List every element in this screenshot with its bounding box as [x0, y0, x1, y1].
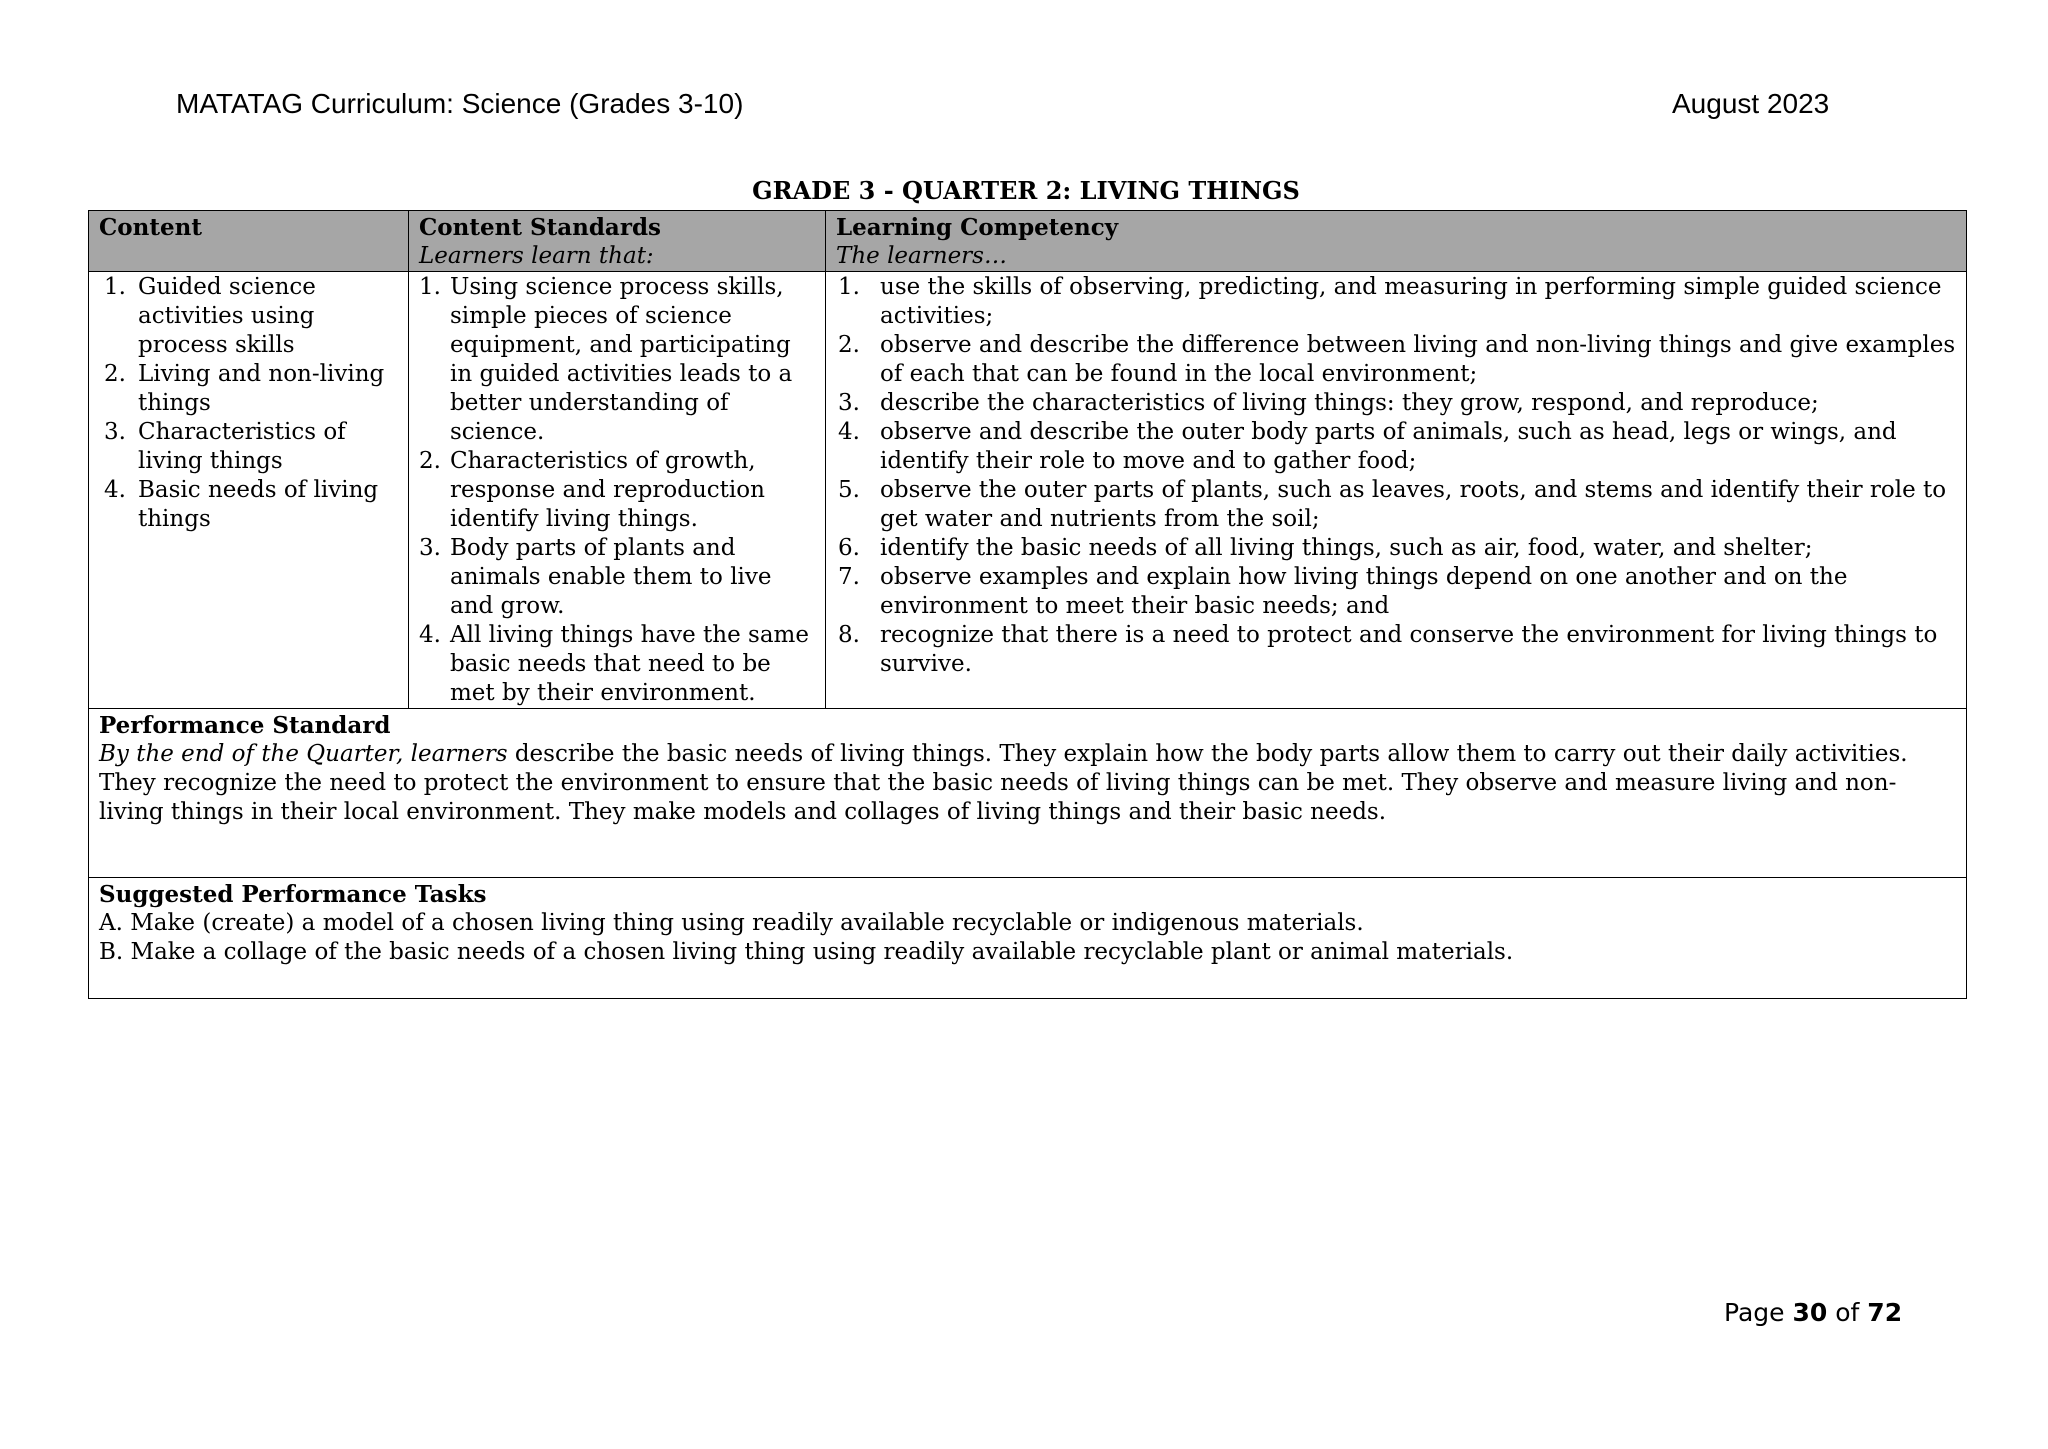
header-content-standards: [409, 211, 826, 272]
table-body-row: [89, 272, 1967, 709]
curriculum-table: [88, 210, 1967, 999]
list-item: 5. observe the outer parts of plants, such as leaves, roots, and stems and identify their role to get water and nutrients from the soil;: [838, 477, 1947, 532]
performance-standard-text: By the end of the Quarter, learners describe the basic needs of living things. They explain how the body parts allow them to carry out their daily activities. They recognize the need to protect the environment to ensure that the basic needs of living things can be met. They observe and measure living and non-living things in their local environment. They make models and collages of living things and their basic needs.: [99, 741, 1908, 825]
learning-competency-list: [836, 273, 1956, 679]
performance-standard-row: [89, 709, 1967, 878]
list-item: 3. Characteristics of living things: [104, 419, 346, 474]
header-content-standards-title: Content Standards: [419, 214, 661, 241]
performance-tasks-row: [89, 878, 1967, 999]
list-item: 1. Guided science activities using process skills: [104, 274, 316, 358]
document-header-title: MATATAG Curriculum: Science (Grades 3-10): [176, 88, 744, 119]
content-cell: [89, 272, 409, 709]
header-learning-competency-title: Learning Competency: [836, 214, 1119, 241]
list-item: 2. Characteristics of growth, response and reproduction identify living things.: [419, 448, 765, 532]
header-learning-competency: [826, 211, 1967, 272]
list-item: 4. All living things have the same basic needs that need to be met by their environment.: [419, 622, 809, 706]
page-number: Page 30 of 72: [1724, 1298, 1903, 1327]
list-item: 2. Living and non-living things: [104, 361, 385, 416]
performance-tasks-cell: [89, 878, 1967, 999]
header-content-title: Content: [99, 214, 202, 241]
content-standards-cell: [409, 272, 826, 709]
list-item: 1. Using science process skills, simple pieces of science equipment, and participating in guided activities leads to a better understanding of science.: [419, 274, 793, 445]
header-content: [89, 211, 409, 272]
list-item: 3. describe the characteristics of living things: they grow, respond, and reproduce;: [838, 390, 1819, 416]
list-item: 1. use the skills of observing, predicting, and measuring in performing simple guided science activities;: [838, 274, 1942, 329]
header-content-standards-sub: Learners learn that:: [419, 243, 654, 269]
list-item: 4. observe and describe the outer body parts of animals, such as head, legs or wings, and identify their role to move and to gather food;: [838, 419, 1897, 474]
performance-task-item: B. Make a collage of the basic needs of a chosen living thing using readily available recyclable plant or animal materials.: [99, 939, 1514, 965]
learning-competency-cell: [826, 272, 1967, 709]
table-header-row: [89, 211, 1967, 272]
list-item: 6. identify the basic needs of all living things, such as air, food, water, and shelter;: [838, 535, 1813, 561]
list-item: 3. Body parts of plants and animals enable them to live and grow.: [419, 535, 772, 619]
content-list: [99, 273, 398, 534]
performance-standard-title: Performance Standard: [99, 712, 391, 739]
list-item: 2. observe and describe the difference between living and non-living things and give examples of each that can be found in the local environment;: [838, 332, 1956, 387]
list-item: 7. observe examples and explain how living things depend on one another and on the environment to meet their basic needs; and: [838, 564, 1848, 619]
performance-task-item: A. Make (create) a model of a chosen living thing using readily available recyclable or indigenous materials.: [99, 910, 1364, 936]
list-item: 8. recognize that there is a need to protect and conserve the environment for living things to survive.: [838, 622, 1938, 677]
content-standards-list: [419, 273, 815, 708]
document-header-date: August 2023: [1672, 88, 1830, 119]
performance-standard-cell: [89, 709, 1967, 878]
section-title: GRADE 3 - QUARTER 2: LIVING THINGS: [752, 176, 1300, 205]
list-item: 4. Basic needs of living things: [104, 477, 379, 532]
header-learning-competency-sub: The learners…: [836, 243, 1007, 269]
performance-tasks-title: Suggested Performance Tasks: [99, 881, 487, 908]
